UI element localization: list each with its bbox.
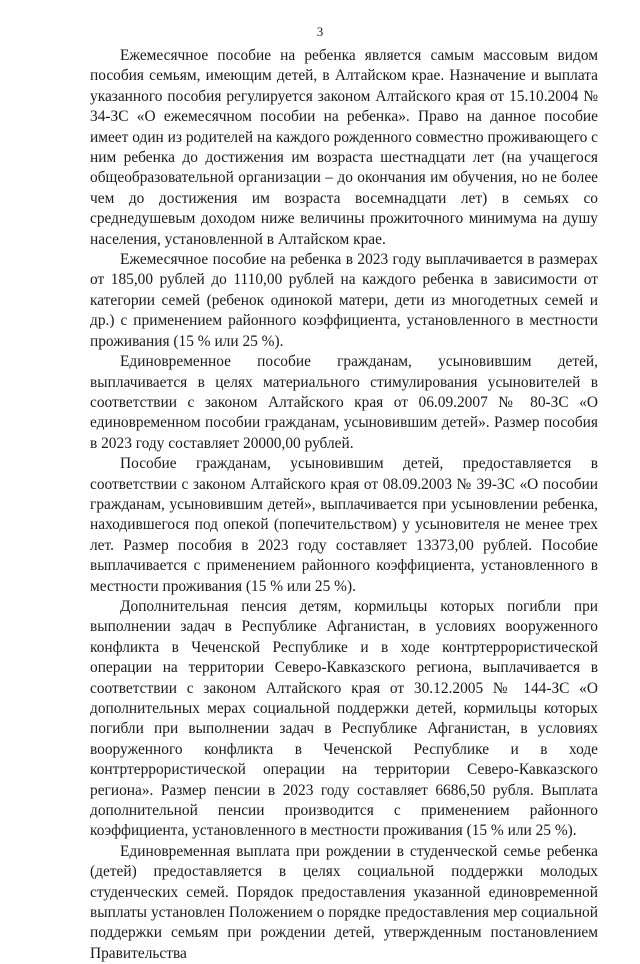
paragraph-monthly-child-benefit: Ежемесячное пособие на ребенка является самым массовым видом пособия семьям, имеющим детей, в Алтайском крае. Назначение и выплата указанного пособия регулируется законом Алтайского края от 15.10.2004 № 34-ЗС «О ежемесячном пособии на ребенка». Право на данное пособие имеет один из родителей на каждого рожденного совместно проживающего с ним ребенка до достижения им возраста шестнадцати лет (на учащегося общеобразовательной организации – до окончания им обучения, но не более чем до достижения им возраста восемнадцати лет) в семьях со среднедушевым доходом ниже величины прожиточного минимума на душу населения, установленной в Алтайском крае. [90,47,598,248]
page-number: 3 [316,24,324,39]
paragraph-additional-pension: Дополнительная пенсия детям, кормильцы которых погибли при выполнении задач в Республике Афганистан, в условиях вооруженного конфликта в Чеченской Республике и в ходе контртеррористической операции на территории Северо-Кавказского региона, выплачивается в соответствии с законом Алтайского края от 30.12.2005 № 144-ЗС «О дополнительных мерах социальной поддержки детей, кормильцы которых погибли при выполнении задач в Республике Афганистан, в условиях вооруженного конфликта в Чеченской Республике и в ходе контртеррористической операции на территории Северо-Кавказского региона». Размер пенсии в 2023 году составляет 6686,50 рубля. Выплата дополнительной пенсии производится с применением районного коэффициента, установленного в местности проживания (15 % или 25 %). [90,597,598,840]
paragraph-adoption-benefit: Пособие гражданам, усыновившим детей, предоставляется в соответствии с законом Алтайского края от 08.09.2003 № 39-ЗС «О пособии гражданам, усыновившим детей», выплачивается при усыновлении ребенка, находившегося под опекой (попечительством) у усыновителя не менее трех лет. Размер пособия в 2023 году составляет 13373,00 рублей. Пособие выплачивается с применением районного коэффициента, установленного в местности проживания (15 % или 25 %). [90,455,598,595]
paragraph-student-family-payment: Единовременная выплата при рождении в студенческой семье ребенка (детей) предоставляется в целях социальной поддержки молодых студенческих семей. Порядок предоставления указанной единовременной выплаты установлен Положением о порядке предоставления мер социальной поддержки семьям при рождении детей, утвержденным постановлением Правительства [90,842,598,962]
paragraph-benefit-amounts-2023: Ежемесячное пособие на ребенка в 2023 году выплачивается в размерах от 185,00 рублей до 1110,00 рублей на каждого ребенка в зависимости от категории семей (ребенок одинокой матери, дети из многодетных семей и др.) с применением районного коэффициента, установленного в местности проживания (15 % или 25 %). [90,251,598,350]
paragraph-lump-sum-adoption-benefit: Единовременное пособие гражданам, усыновившим детей, выплачивается в целях материального стимулирования усыновителей в соответствии с законом Алтайского края от 06.09.2007 № 80-ЗС «О единовременном пособии гражданам, усыновившим детей». Размер пособия в 2023 году составляет 20000,00 рублей. [90,353,598,452]
document-body [90,46,598,964]
